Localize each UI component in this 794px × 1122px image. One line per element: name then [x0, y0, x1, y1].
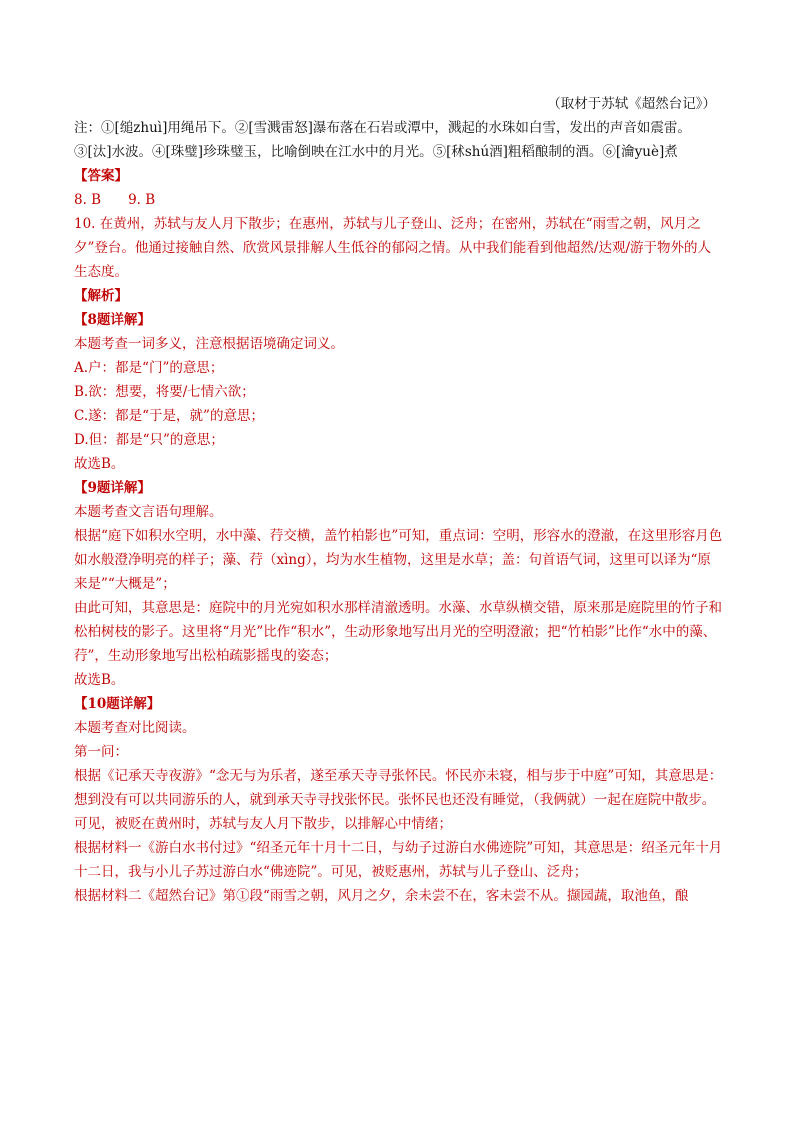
answer-10: 10. 在黄州，苏轼与友人月下散步；在惠州，苏轼与儿子登山、泛舟；在密州，苏轼在“雨雪之朝，风月之夕”登台。他通过接触自然、欣赏风景排解人生低谷的郁闷之情。从中我们能看到他超然/达观/游于物外的人生态度。: [74, 216, 711, 280]
q9-heading: 【9题详解】: [74, 480, 151, 496]
q10-paragraph-2: 根据材料一《游白水书付过》“绍圣元年十月十二日，与幼子过游白水佛迹院”可知，其意思是：绍圣元年十月十二日，我与小儿子苏过游白水“佛迹院”。可见，被贬惠州，苏轼与儿子登山、泛舟；: [74, 840, 723, 880]
q10-paragraph-1: 根据《记承天寺夜游》“念无与为乐者，遂至承天寺寻张怀民。怀民亦未寝，相与步于中庭”可知，其意思是：想到没有可以共同游乐的人，就到承天寺寻找张怀民。张怀民也还没有睡觉，（我俩就）一起在庭院中散步。可见，被贬在黄州时，苏轼与友人月下散步，以排解心中情绪；: [74, 768, 723, 832]
source-citation: （取材于苏轼《超然台记》）: [547, 96, 716, 112]
annotation-notes: 注：①[缒zhuì]用绳吊下。②[雪溅雷怒]瀑布落在石岩或潭中，溅起的水珠如白雪，发出的声音如震雷。③[汰]水波。④[珠璧]珍珠璧玉，比喻倒映在江水中的月光。⑤[秫shú酒]粗稻酿制的酒。⑥[瀹yuè]煮: [74, 120, 691, 160]
q8-option-c: C.遂：都是“于是，就”的意思；: [74, 408, 264, 424]
q9-paragraph-2: 由此可知，其意思是：庭院中的月光宛如积水那样清澈透明。水藻、水草纵横交错，原来那是庭院里的竹子和松柏树枝的影子。这里将“月光”比作“积水”，生动形象地写出月光的空明澄澈；把“竹柏影”比作“水中的藻、荇”，生动形象地写出松柏疏影摇曳的姿态；: [74, 600, 722, 664]
q10-paragraph-3: 根据材料二《超然台记》第①段“雨雪之朝，风月之夕，余未尝不在，客未尝不从。撷园蔬，取池鱼，酿: [74, 888, 689, 904]
q8-option-d: D.但：都是“只”的意思；: [74, 432, 224, 448]
q8-heading: 【8题详解】: [74, 312, 151, 328]
q8-intro: 本题考查一词多义，注意根据语境确定词义。: [74, 336, 344, 352]
document-page: [74, 92, 724, 908]
q9-intro: 本题考查文言语句理解。: [74, 504, 223, 520]
q10-intro: 本题考查对比阅读。: [74, 720, 196, 736]
q9-paragraph-1: 根据“庭下如积水空明，水中藻、荇交横，盖竹柏影也”可知，重点词：空明，形容水的澄澈，在这里形容月色如水般澄净明亮的样子；藻、荇（xìng），均为水生植物，这里是水草；盖：句首语气词，这里可以译为“原来是”“大概是”；: [74, 528, 723, 592]
q8-option-a: A.户：都是“门”的意思；: [74, 360, 224, 376]
q8-conclusion: 故选B。: [74, 456, 125, 472]
q10-heading: 【10题详解】: [74, 696, 161, 712]
q9-conclusion: 故选B。: [74, 672, 125, 688]
answer-heading: 【答案】: [74, 168, 128, 184]
answer-8-9: 8. B 9. B: [74, 192, 156, 208]
q10-first-question: 第一问：: [74, 744, 128, 760]
analysis-heading: 【解析】: [74, 288, 128, 304]
q8-option-b: B.欲：想要，将要/七情六欲；: [74, 384, 255, 400]
